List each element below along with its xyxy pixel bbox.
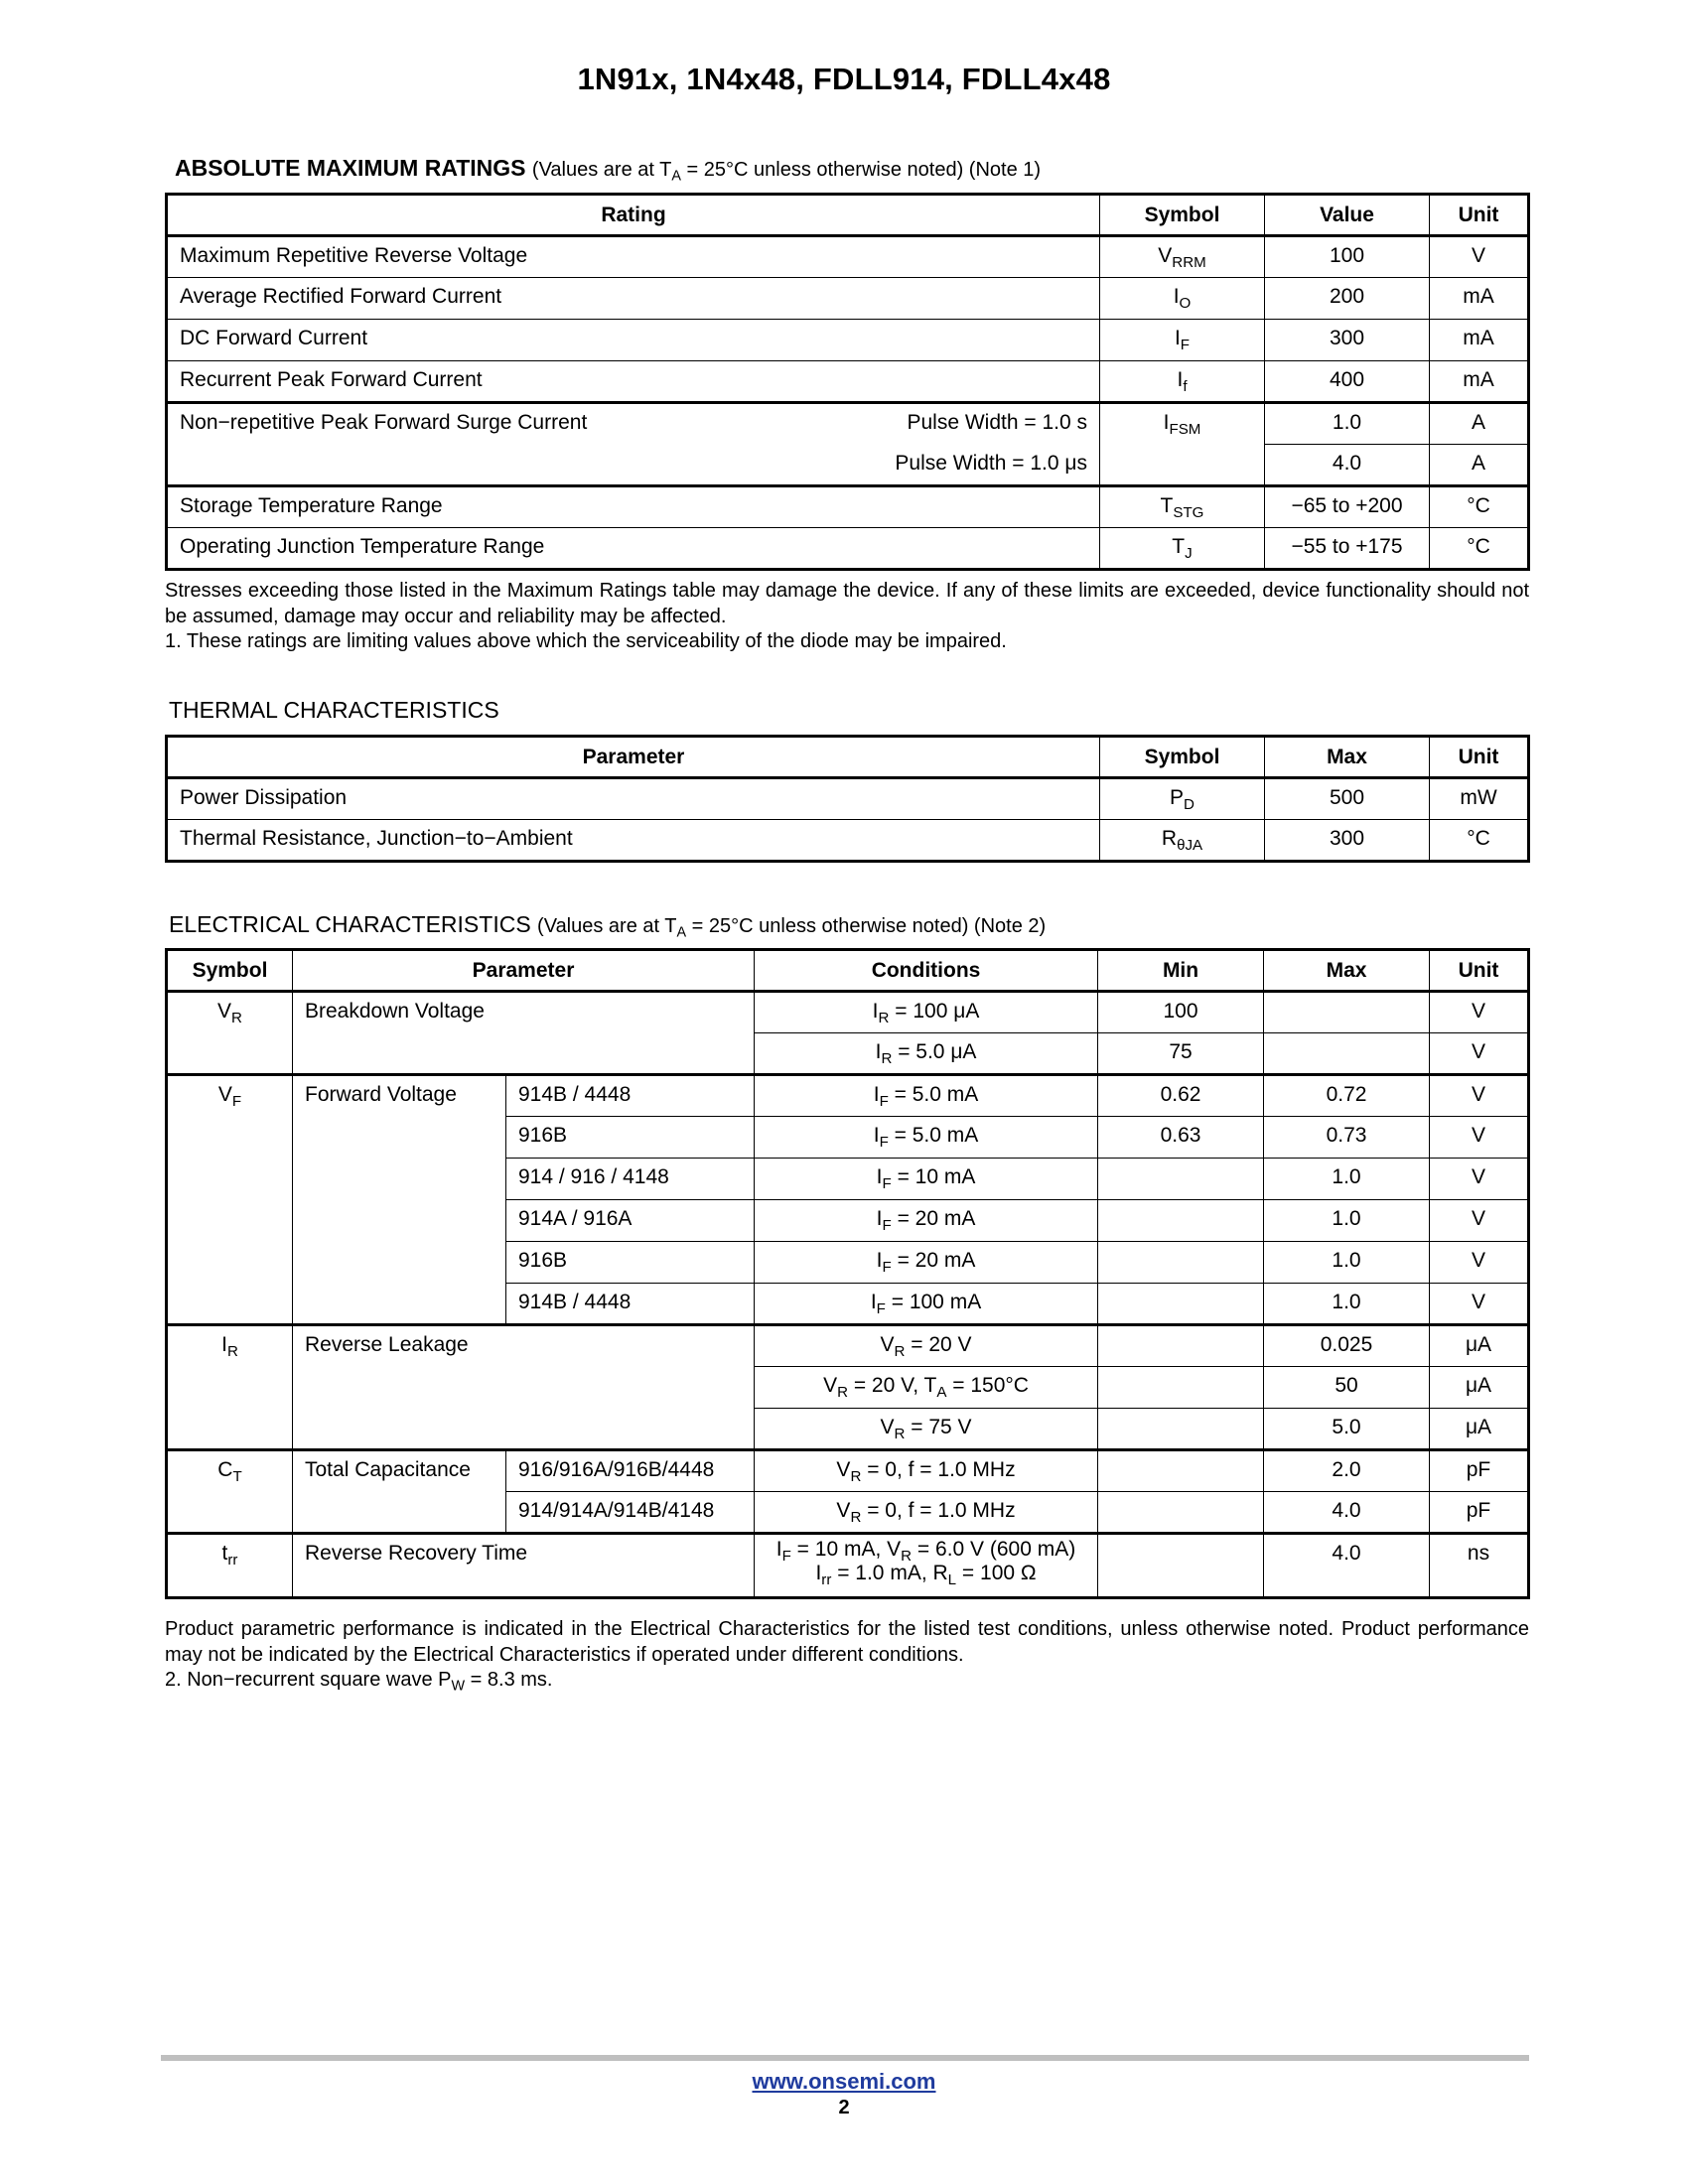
col-header: Unit bbox=[1430, 950, 1529, 992]
table-header-row bbox=[167, 950, 1529, 992]
cond-cell: $V_R = 75$ V bbox=[755, 1409, 1098, 1450]
min-cell bbox=[1098, 1325, 1264, 1367]
max-cell: 1.0 bbox=[1264, 1242, 1430, 1284]
col-header: Parameter bbox=[293, 950, 755, 992]
table-row bbox=[167, 778, 1529, 820]
col-header: Value bbox=[1265, 195, 1430, 236]
electrical-table bbox=[165, 948, 1530, 1599]
unit-cell: V bbox=[1430, 1033, 1529, 1075]
value-cell: 400 bbox=[1265, 361, 1430, 403]
table-row bbox=[167, 1534, 1529, 1598]
unit-cell: mA bbox=[1430, 361, 1529, 403]
min-cell bbox=[1098, 1409, 1264, 1450]
min-cell bbox=[1098, 1200, 1264, 1242]
symbol-cell: $I_R$ bbox=[167, 1325, 293, 1450]
unit-cell: ns bbox=[1430, 1534, 1529, 1598]
col-header: Min bbox=[1098, 950, 1264, 992]
unit-cell: V bbox=[1430, 1075, 1529, 1117]
abs-max-table bbox=[165, 193, 1530, 571]
thermal-table bbox=[165, 735, 1530, 863]
unit-cell: V bbox=[1430, 1284, 1529, 1325]
table-row bbox=[167, 320, 1529, 361]
symbol-cell: $V_{RRM}$ bbox=[1100, 236, 1265, 278]
electrical-title: ELECTRICAL CHARACTERISTICS bbox=[169, 911, 531, 937]
part-cell: 916B bbox=[506, 1117, 755, 1159]
table-row bbox=[167, 1450, 1529, 1492]
unit-cell: mA bbox=[1430, 320, 1529, 361]
electrical-subtitle: (Values are at $T_A = 25^\circ C$ unless otherwise noted) (Note 2) bbox=[537, 915, 1047, 941]
stress-note-text: Stresses exceeding those listed in the Maximum Ratings table may damage the device. If any of these limits are exceeded, device functionality should not be assumed, damage may occur and reliability may be affected. bbox=[165, 580, 1529, 627]
footer-link[interactable]: www.onsemi.com bbox=[752, 2069, 936, 2094]
table-row bbox=[167, 992, 1529, 1033]
table-row bbox=[167, 1075, 1529, 1117]
rating-cell: DC Forward Current bbox=[167, 320, 1100, 361]
unit-cell: mW bbox=[1430, 778, 1529, 820]
min-cell bbox=[1098, 1367, 1264, 1409]
symbol-cell: $T_J$ bbox=[1100, 528, 1265, 570]
abs-max-section-title bbox=[175, 155, 1042, 185]
unit-cell: V bbox=[1430, 1200, 1529, 1242]
min-cell bbox=[1098, 1450, 1264, 1492]
col-header: Symbol bbox=[167, 950, 293, 992]
max-cell: 0.025 bbox=[1264, 1325, 1430, 1367]
cond-cell: $I_R = 5.0$ μA bbox=[755, 1033, 1098, 1075]
abs-max-subtitle: (Values are at $T_A = 25^\circ C$ unless otherwise noted) (Note 1) bbox=[531, 159, 1042, 185]
footnote-2: 2. Non−recurrent square wave $P_W = 8.3$ ms. bbox=[165, 1669, 553, 1695]
cond-cell: $I_F = 100$ mA bbox=[755, 1284, 1098, 1325]
footnote-1: 1. These ratings are limiting values above which the serviceability of the diode may be impaired. bbox=[165, 630, 1007, 652]
max-cell: 2.0 bbox=[1264, 1450, 1430, 1492]
min-cell: 100 bbox=[1098, 992, 1264, 1033]
table-row bbox=[167, 403, 1529, 445]
param-cell: Thermal Resistance, Junction−to−Ambient bbox=[167, 820, 1100, 862]
max-cell: 500 bbox=[1265, 778, 1430, 820]
table-header-row bbox=[167, 737, 1529, 778]
unit-cell: mA bbox=[1430, 278, 1529, 320]
value-cell: −55 to +175 bbox=[1265, 528, 1430, 570]
table-header-row bbox=[167, 195, 1529, 236]
min-cell: 0.63 bbox=[1098, 1117, 1264, 1159]
abs-max-title: ABSOLUTE MAXIMUM RATINGS bbox=[175, 155, 526, 181]
max-cell: 1.0 bbox=[1264, 1284, 1430, 1325]
min-cell bbox=[1098, 1159, 1264, 1200]
part-cell: 916B bbox=[506, 1242, 755, 1284]
rating-cell: Maximum Repetitive Reverse Voltage bbox=[167, 236, 1100, 278]
min-cell: 75 bbox=[1098, 1033, 1264, 1075]
footer-divider bbox=[161, 2055, 1529, 2061]
symbol-cell: $C_T$ bbox=[167, 1450, 293, 1534]
max-cell: 5.0 bbox=[1264, 1409, 1430, 1450]
symbol-cell: $t_{rr}$ bbox=[167, 1534, 293, 1598]
unit-cell: pF bbox=[1430, 1450, 1529, 1492]
min-cell bbox=[1098, 1492, 1264, 1534]
symbol-cell: $T_{STG}$ bbox=[1100, 486, 1265, 528]
max-cell bbox=[1264, 1033, 1430, 1075]
col-header: Max bbox=[1264, 950, 1430, 992]
thermal-title: THERMAL CHARACTERISTICS bbox=[169, 697, 499, 723]
cond-cell: $I_F = 20$ mA bbox=[755, 1200, 1098, 1242]
part-cell: 916/916A/916B/4448 bbox=[506, 1450, 755, 1492]
symbol-cell: $V_F$ bbox=[167, 1075, 293, 1325]
symbol-cell: $I_f$ bbox=[1100, 361, 1265, 403]
cond-cell: $V_R = 20$ V, $T_A = 150^\circ C$ bbox=[755, 1367, 1098, 1409]
unit-cell: V bbox=[1430, 1117, 1529, 1159]
table-row bbox=[167, 361, 1529, 403]
table-row bbox=[167, 820, 1529, 862]
col-header: Symbol bbox=[1100, 195, 1265, 236]
table-row bbox=[167, 528, 1529, 570]
value-cell: 300 bbox=[1265, 320, 1430, 361]
unit-cell: V bbox=[1430, 236, 1529, 278]
col-header: Symbol bbox=[1100, 737, 1265, 778]
param-cell: Reverse Leakage bbox=[293, 1325, 755, 1450]
col-header: Rating bbox=[167, 195, 1100, 236]
cond-cell: $I_F = 10$ mA, $V_R = 6.0$ V (600 mA) $I_{rr} = 1.0$ mA, $R_L = 100$ Ω bbox=[755, 1534, 1098, 1598]
unit-cell: pF bbox=[1430, 1492, 1529, 1534]
symbol-cell: $V_R$ bbox=[167, 992, 293, 1075]
param-cell: Reverse Recovery Time bbox=[293, 1534, 755, 1598]
min-cell: 0.62 bbox=[1098, 1075, 1264, 1117]
page-number: 2 bbox=[838, 2097, 850, 2118]
unit-cell: A bbox=[1430, 403, 1529, 445]
max-cell: 1.0 bbox=[1264, 1200, 1430, 1242]
unit-cell: V bbox=[1430, 1159, 1529, 1200]
param-cell: Forward Voltage bbox=[293, 1075, 506, 1325]
performance-note-text: Product parametric performance is indicated in the Electrical Characteristics for the listed test conditions, unless otherwise noted. Product performance may not be indicated by the Electrical Characteristics if operated under different conditions. bbox=[165, 1618, 1529, 1666]
symbol-cell: $I_O$ bbox=[1100, 278, 1265, 320]
part-cell: 914A / 916A bbox=[506, 1200, 755, 1242]
electrical-section-title bbox=[169, 911, 1047, 941]
thermal-section-title bbox=[169, 697, 499, 724]
max-cell bbox=[1264, 992, 1430, 1033]
param-cell: Total Capacitance bbox=[293, 1450, 506, 1534]
table-row bbox=[167, 486, 1529, 528]
rating-cell: Average Rectified Forward Current bbox=[167, 278, 1100, 320]
min-cell bbox=[1098, 1284, 1264, 1325]
max-cell: 4.0 bbox=[1264, 1534, 1430, 1598]
unit-cell: °C bbox=[1430, 820, 1529, 862]
unit-cell: V bbox=[1430, 1242, 1529, 1284]
unit-cell: μA bbox=[1430, 1409, 1529, 1450]
table-row bbox=[167, 278, 1529, 320]
cond-cell: $I_F = 5.0$ mA bbox=[755, 1117, 1098, 1159]
table-row bbox=[167, 236, 1529, 278]
value-cell: −65 to +200 bbox=[1265, 486, 1430, 528]
cond-cell: $V_R = 0$, f = 1.0 MHz bbox=[755, 1450, 1098, 1492]
cond-cell: $I_F = 20$ mA bbox=[755, 1242, 1098, 1284]
abs-max-note bbox=[165, 579, 1529, 655]
cond-cell: $V_R = 20$ V bbox=[755, 1325, 1098, 1367]
table-row bbox=[167, 1325, 1529, 1367]
unit-cell: μA bbox=[1430, 1367, 1529, 1409]
unit-cell: A bbox=[1430, 445, 1529, 486]
cond-cell: $I_F = 10$ mA bbox=[755, 1159, 1098, 1200]
max-cell: 0.72 bbox=[1264, 1075, 1430, 1117]
rating-cell: Storage Temperature Range bbox=[167, 486, 1100, 528]
part-cell: 914 / 916 / 4148 bbox=[506, 1159, 755, 1200]
rating-cell: Operating Junction Temperature Range bbox=[167, 528, 1100, 570]
unit-cell: °C bbox=[1430, 486, 1529, 528]
electrical-note bbox=[165, 1617, 1529, 1694]
col-header: Conditions bbox=[755, 950, 1098, 992]
max-cell: 1.0 bbox=[1264, 1159, 1430, 1200]
rating-cell: Non−repetitive Peak Forward Surge Current Pulse Width = 1.0 s Pulse Width = 1.0 μs bbox=[167, 403, 1100, 486]
symbol-cell: $P_D$ bbox=[1100, 778, 1265, 820]
unit-cell: V bbox=[1430, 992, 1529, 1033]
page-title: 1N91x, 1N4x48, FDLL914, FDLL4x48 bbox=[577, 62, 1111, 96]
cond-cell: $I_F = 5.0$ mA bbox=[755, 1075, 1098, 1117]
max-cell: 4.0 bbox=[1264, 1492, 1430, 1534]
symbol-cell: $R_{\theta JA}$ bbox=[1100, 820, 1265, 862]
value-cell: 200 bbox=[1265, 278, 1430, 320]
part-cell: 914/914A/914B/4148 bbox=[506, 1492, 755, 1534]
col-header: Max bbox=[1265, 737, 1430, 778]
min-cell bbox=[1098, 1242, 1264, 1284]
col-header: Unit bbox=[1430, 195, 1529, 236]
max-cell: 50 bbox=[1264, 1367, 1430, 1409]
cond-cell: $V_R = 0$, f = 1.0 MHz bbox=[755, 1492, 1098, 1534]
value-cell: 4.0 bbox=[1265, 445, 1430, 486]
symbol-cell: $I_{FSM}$ bbox=[1100, 403, 1265, 486]
col-header: Parameter bbox=[167, 737, 1100, 778]
param-cell: Power Dissipation bbox=[167, 778, 1100, 820]
part-cell: 914B / 4448 bbox=[506, 1075, 755, 1117]
value-cell: 1.0 bbox=[1265, 403, 1430, 445]
cond-cell: $I_R = 100$ μA bbox=[755, 992, 1098, 1033]
max-cell: 0.73 bbox=[1264, 1117, 1430, 1159]
col-header: Unit bbox=[1430, 737, 1529, 778]
part-cell: 914B / 4448 bbox=[506, 1284, 755, 1325]
unit-cell: μA bbox=[1430, 1325, 1529, 1367]
min-cell bbox=[1098, 1534, 1264, 1598]
value-cell: 100 bbox=[1265, 236, 1430, 278]
max-cell: 300 bbox=[1265, 820, 1430, 862]
unit-cell: °C bbox=[1430, 528, 1529, 570]
symbol-cell: $I_F$ bbox=[1100, 320, 1265, 361]
rating-cell: Recurrent Peak Forward Current bbox=[167, 361, 1100, 403]
param-cell: Breakdown Voltage bbox=[293, 992, 755, 1075]
